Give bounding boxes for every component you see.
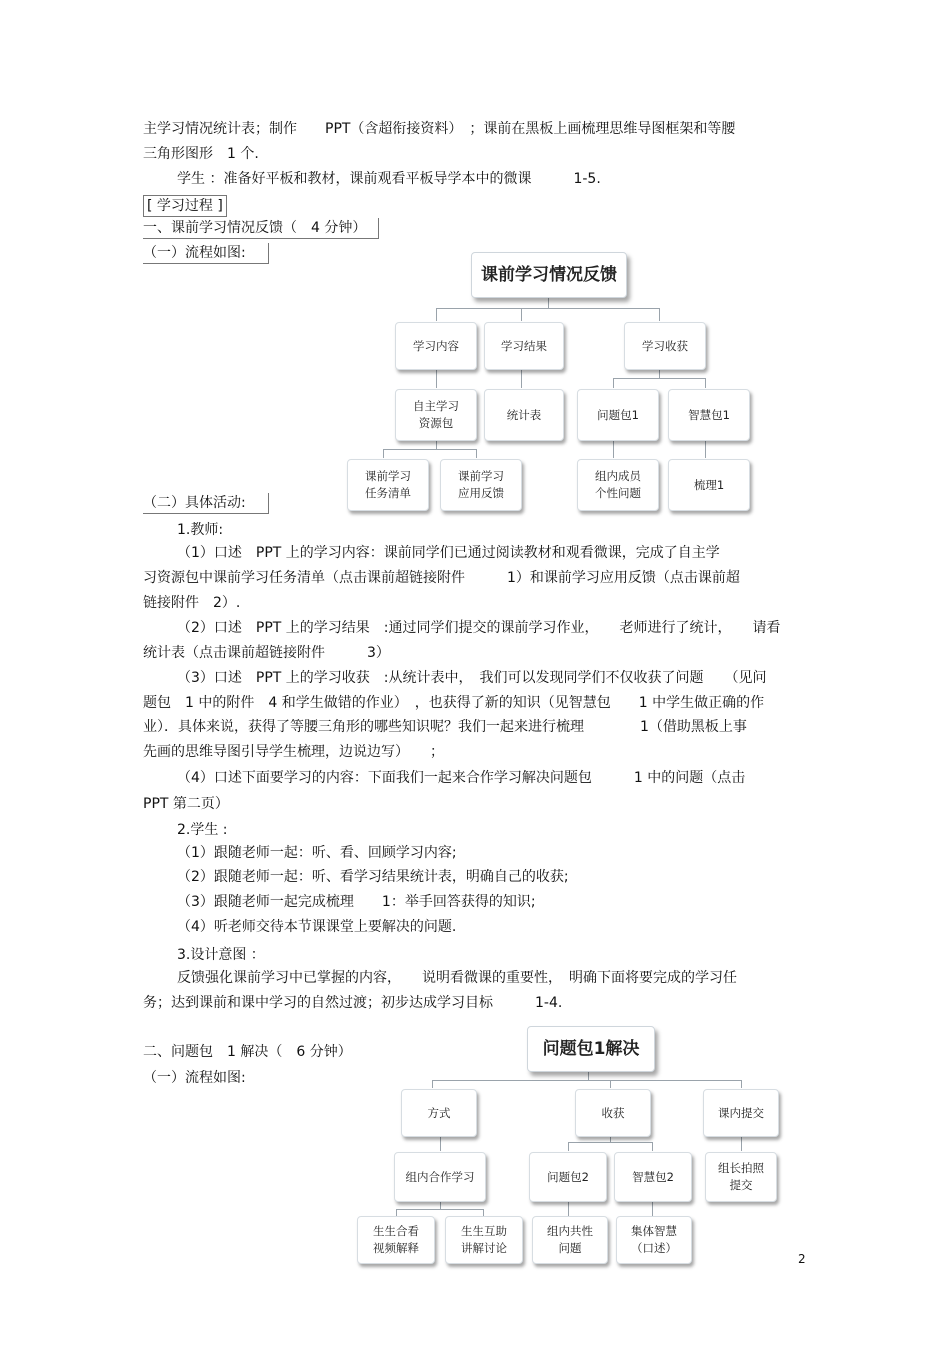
- flow1-node-resource-pack: 自主学习 资源包: [395, 389, 477, 441]
- section-heading-2: 二、问题包 1 解决（ 6 分钟）: [143, 1044, 352, 1060]
- flow2-root-node: 问题包1解决: [527, 1026, 655, 1072]
- flow2-node-leader-photo: 组长拍照 提交: [705, 1152, 777, 1202]
- text-line-t1a: （1）口述 PPT 上的学习内容：课前同学们已通过阅读教材和观看微课，完成了自主学: [177, 545, 720, 561]
- flow1-node-result: 学习结果: [484, 322, 564, 370]
- text-line-3: 学生 ：准备好平板和教材，课前观看平板导学本中的微课 1-5.: [177, 171, 601, 187]
- flow2-node-common-problems: 组内共性 问题: [532, 1216, 608, 1264]
- flow1-node-problem-pack-1: 问题包1: [577, 389, 659, 441]
- text-line-t1c: 链接附件 2）.: [143, 595, 241, 611]
- text-line-design: 3.设计意图 ：: [177, 947, 265, 963]
- text-line-t4a: （4）口述下面要学习的内容：下面我们一起来合作学习解决问题包 1 中的问题（点击: [177, 770, 746, 786]
- text-line-t3d: 先画的思维导图引导学生梳理，边说边写） ；: [143, 744, 444, 760]
- text-line-t1b: 习资源包中课前学习任务清单（点击课前超链接附件 1）和课前学习应用反馈（点击课前超: [143, 570, 740, 586]
- text-line-t2b: 统计表（点击课前超链接附件 3）: [143, 645, 390, 661]
- flow1-node-wisdom-pack-1: 智慧包1: [668, 389, 750, 441]
- subheading-flow-2: （一）流程如图:: [143, 1070, 246, 1086]
- text-line-t2a: （2）口述 PPT 上的学习结果 :通过同学们提交的课前学习作业， 老师进行了统计， 请看: [177, 620, 781, 636]
- flow2-node-watch-video: 生生合看 视频解释: [357, 1216, 435, 1264]
- flow1-root-node: 课前学习情况反馈: [471, 252, 627, 298]
- text-line-t3c: 业）．具体来说，获得了等腰三角形的哪些知识呢？我们一起来进行梳理 1（借助黑板上事: [143, 719, 747, 735]
- flow1-node-gain: 学习收获: [624, 322, 706, 370]
- flow1-node-content: 学习内容: [395, 322, 477, 370]
- flow2-node-submit: 课内提交: [703, 1089, 779, 1137]
- flow2-node-group-coop: 组内合作学习: [394, 1152, 486, 1202]
- text-line-s2: （2）跟随老师一起：听、看学习结果统计表，明确自己的收获;: [177, 869, 569, 885]
- text-line-s4: （4）听老师交待本节课课堂上要解决的问题.: [177, 919, 457, 935]
- section-heading-1: 一、课前学习情况反馈（ 4 分钟）: [143, 218, 379, 239]
- subheading-flow-1: （一）流程如图:: [143, 243, 269, 264]
- page-number: 2: [798, 1252, 806, 1266]
- flow2-node-collective-wisdom: 集体智慧 （口述）: [616, 1216, 692, 1264]
- text-line-1: 主学习情况统计表；制作 PPT（含超衔接资料） ；课前在黑板上画梳理思维导图框架和等腰: [143, 121, 736, 137]
- text-line-d1: 反馈强化课前学习中已掌握的内容， 说明看微课的重要性， 明确下面将要完成的学习任: [177, 970, 737, 986]
- text-line-t4b: PPT 第二页）: [143, 796, 229, 812]
- text-line-2: 三角形图形 1 个.: [143, 146, 259, 162]
- text-line-t3b: 题包 1 中的附件 4 和学生做错的作业） ，也获得了新的知识（见智慧包 1 中学生做正确的作: [143, 695, 765, 711]
- text-line-s3: （3）跟随老师一起完成梳理 1：举手回答获得的知识;: [177, 894, 536, 910]
- flow2-node-problem-pack-2: 问题包2: [529, 1152, 607, 1202]
- text-line-d2: 务；达到课前和课中学习的自然过渡；初步达成学习目标 1-4.: [143, 995, 563, 1011]
- flow2-node-wisdom-pack-2: 智慧包2: [614, 1152, 692, 1202]
- text-line-s1: （1）跟随老师一起：听、看、回顾学习内容;: [177, 845, 457, 861]
- subheading-activities: （二）具体活动:: [143, 493, 269, 514]
- flow1-node-app-feedback: 课前学习 应用反馈: [440, 459, 522, 511]
- flow2-node-mutual-help: 生生互助 讲解讨论: [445, 1216, 523, 1264]
- flow2-node-method: 方式: [401, 1089, 477, 1137]
- flow1-node-stat-table: 统计表: [484, 389, 564, 441]
- text-line-teacher: 1.教师:: [177, 522, 224, 538]
- text-line-student: 2.学生 :: [177, 822, 228, 838]
- flow1-node-member-problems: 组内成员 个性问题: [577, 459, 659, 511]
- text-line-t3a: （3）口述 PPT 上的学习收获 :从统计表中， 我们可以发现同学们不仅收获了问题 （见问: [177, 670, 767, 686]
- flow2-node-gain: 收获: [575, 1089, 651, 1137]
- section-heading-process: [ 学习过程 ]: [143, 195, 227, 217]
- flow1-node-task-list: 课前学习 任务清单: [347, 459, 429, 511]
- flow1-node-sorting-1: 梳理1: [668, 459, 750, 511]
